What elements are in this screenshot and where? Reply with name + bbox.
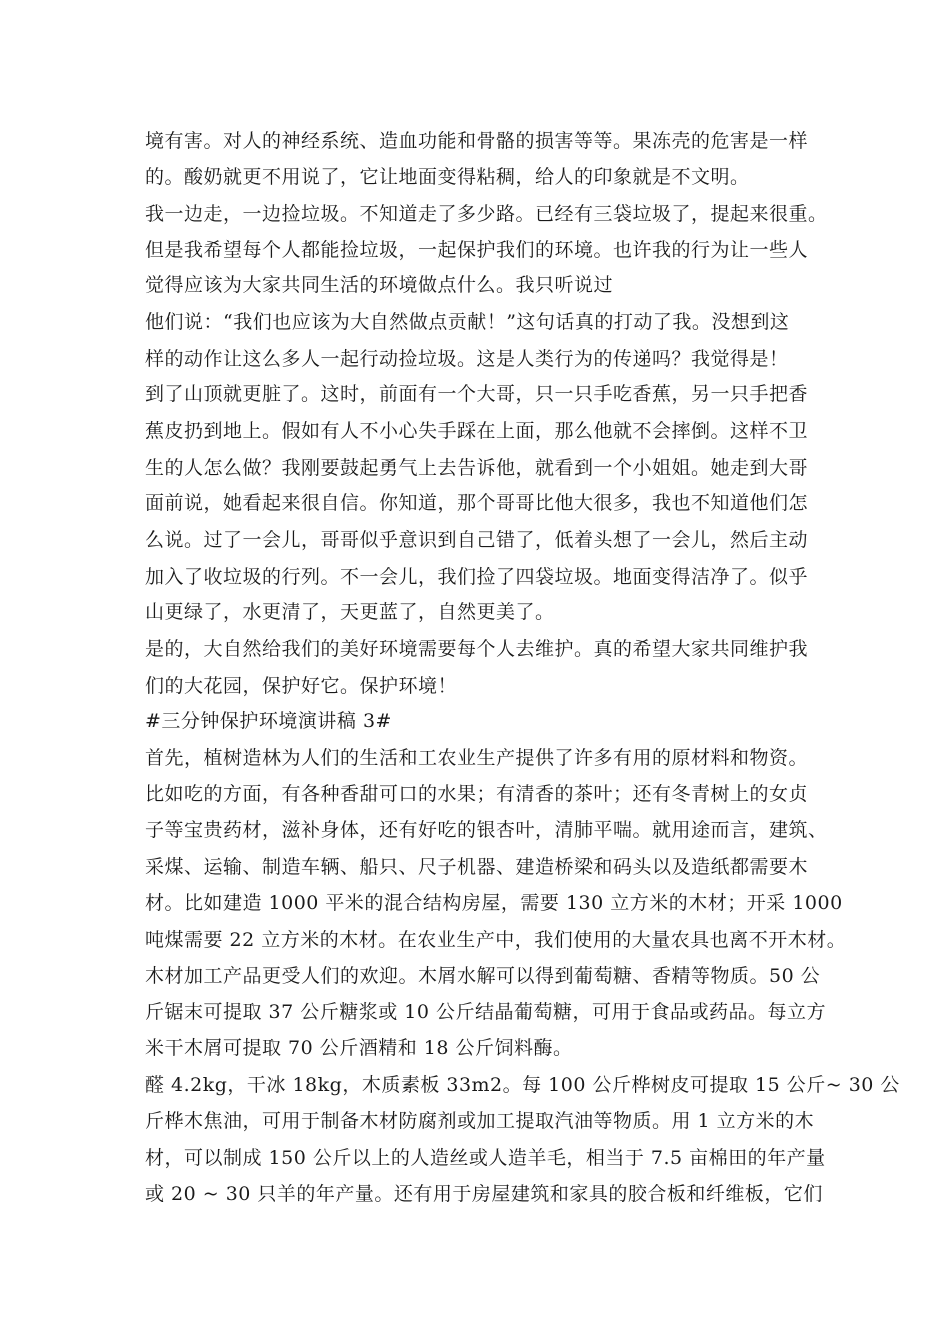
text-line: 他们说：“我们也应该为大自然做点贡献！”这句话真的打动了我。没想到这 xyxy=(145,311,790,333)
text-line: 么说。过了一会儿，哥哥似乎意识到自己错了，低着头想了一会儿，然后主动 xyxy=(145,529,809,551)
text-line: 采煤、运输、制造车辆、船只、尺子机器、建造桥梁和码头以及造纸都需要木 xyxy=(145,856,809,878)
text-line: 样的动作让这么多人一起行动捡垃圾。这是人类行为的传递吗？我觉得是！ xyxy=(145,348,789,370)
text-line: 生的人怎么做？我刚要鼓起勇气上去告诉他，就看到一个小姐姐。她走到大哥 xyxy=(145,457,809,479)
text-line: 米干木屑可提取 70 公斤酒精和 18 公斤饲料酶。 xyxy=(145,1037,573,1059)
text-line: 材。比如建造 1000 平米的混合结构房屋，需要 130 立方米的木材；开采 1000 xyxy=(145,892,843,914)
text-line: 材，可以制成 150 公斤以上的人造丝或人造羊毛，相当于 7.5 亩棉田的年产量 xyxy=(145,1147,826,1169)
text-line: 但是我希望每个人都能捡垃圾，一起保护我们的环境。也许我的行为让一些人 xyxy=(145,239,809,261)
text-line: 斤桦木焦油，可用于制备木材防腐剂或加工提取汽油等物质。用 1 立方米的木 xyxy=(145,1110,815,1132)
text-line: 的。酸奶就更不用说了，它让地面变得粘稠，给人的印象就是不文明。 xyxy=(145,166,750,188)
text-line: 比如吃的方面，有各种香甜可口的水果；有清香的茶叶；还有冬青树上的女贞 xyxy=(145,783,809,805)
text-line: 木材加工产品更受人们的欢迎。木屑水解可以得到葡萄糖、香精等物质。50 公 xyxy=(145,965,821,987)
text-line: 我一边走，一边捡垃圾。不知道走了多少路。已经有三袋垃圾了，提起来很重。 xyxy=(145,203,828,225)
text-line: 首先，植树造林为人们的生活和工农业生产提供了许多有用的原材料和物资。 xyxy=(145,747,809,769)
text-line: 加入了收垃圾的行列。不一会儿，我们捡了四袋垃圾。地面变得洁净了。似乎 xyxy=(145,566,809,588)
text-line: 觉得应该为大家共同生活的环境做点什么。我只听说过 xyxy=(145,274,614,296)
text-line: 境有害。对人的神经系统、造血功能和骨骼的损害等等。果冻壳的危害是一样 xyxy=(145,130,809,152)
text-line: 斤锯末可提取 37 公斤糖浆或 10 公斤结晶葡萄糖，可用于食品或药品。每立方 xyxy=(145,1001,827,1023)
text-line: 子等宝贵药材，滋补身体，还有好吃的银杏叶，清肺平喘。就用途而言，建筑、 xyxy=(145,819,828,841)
text-line: 山更绿了，水更清了，天更蓝了，自然更美了。 xyxy=(145,601,555,623)
text-line: 吨煤需要 22 立方米的木材。在农业生产中，我们使用的大量农具也离不开木材。 xyxy=(145,929,847,951)
text-line: 们的大花园，保护好它。保护环境！ xyxy=(145,675,458,697)
section-heading: #三分钟保护环境演讲稿 3# xyxy=(145,710,392,732)
text-line: 蕉皮扔到地上。假如有人不小心失手踩在上面，那么他就不会摔倒。这样不卫 xyxy=(145,420,809,442)
text-line: 或 20 ~ 30 只羊的年产量。还有用于房屋建筑和家具的胶合板和纤维板，它们 xyxy=(145,1183,823,1205)
text-line: 到了山顶就更脏了。这时，前面有一个大哥，只一只手吃香蕉，另一只手把香 xyxy=(145,383,809,405)
text-line: 面前说，她看起来很自信。你知道，那个哥哥比他大很多，我也不知道他们怎 xyxy=(145,492,809,514)
text-line: 醛 4.2kg，干冰 18kg，木质素板 33m2。每 100 公斤桦树皮可提取 15 公斤~ 30 公 xyxy=(145,1074,900,1096)
text-line: 是的，大自然给我们的美好环境需要每个人去维护。真的希望大家共同维护我 xyxy=(145,638,809,660)
